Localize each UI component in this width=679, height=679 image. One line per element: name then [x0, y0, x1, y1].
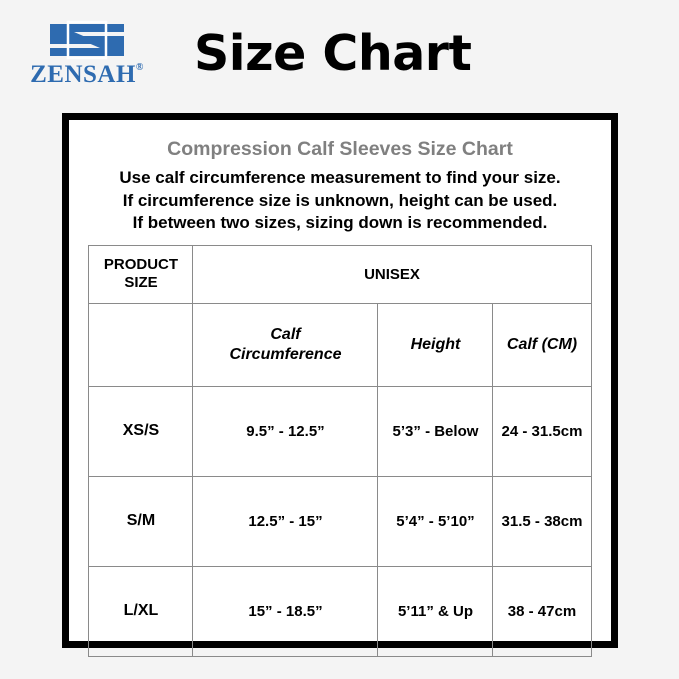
row-calf-circumference: 12.5” - 15”: [193, 476, 378, 566]
card-subtitle: Compression Calf Sleeves Size Chart: [167, 138, 513, 160]
row-size: S/M: [89, 476, 193, 566]
row-height: 5’11” & Up: [378, 566, 493, 656]
instruction-line-2: If circumference size is unknown, height can be used.: [122, 190, 558, 210]
header-product-size-line1: PRODUCT: [103, 256, 179, 274]
size-chart-table: [88, 245, 591, 657]
table-header-row: [89, 245, 591, 303]
page-title: Size Chart: [194, 24, 472, 82]
row-size: L/XL: [89, 566, 193, 656]
subheader-calf-line2: Circumference: [229, 345, 342, 363]
subheader-calf-line1: Calf: [270, 325, 301, 343]
table-subheader-row: [89, 303, 591, 386]
row-height: 5’4” - 5’10”: [378, 476, 493, 566]
row-size: XS/S: [89, 386, 193, 476]
table-row: [89, 386, 591, 476]
brand-text: ZENSAH: [30, 60, 136, 88]
z-monogram-icon: [44, 20, 130, 60]
table-row: [89, 476, 591, 566]
zensah-wordmark: [30, 62, 144, 87]
subheader-blank: [89, 303, 193, 386]
subheader-calf-circumference: [193, 303, 378, 386]
zensah-logo-mark: [44, 20, 130, 60]
row-calf-cm: 38 - 47cm: [493, 566, 591, 656]
registered-mark: ®: [135, 62, 144, 74]
instructions-block: [87, 167, 593, 235]
subheader-height: Height: [378, 303, 493, 386]
table-row: [89, 566, 591, 656]
row-height: 5’3” - Below: [378, 386, 493, 476]
row-calf-circumference: 9.5” - 12.5”: [193, 386, 378, 476]
zensah-logo: [28, 20, 146, 87]
row-calf-cm: 24 - 31.5cm: [493, 386, 591, 476]
row-calf-cm: 31.5 - 38cm: [493, 476, 591, 566]
header-product-size-line2: SIZE: [124, 274, 158, 292]
page-header: [0, 0, 679, 88]
instruction-line-3: If between two sizes, sizing down is recommended.: [132, 213, 548, 233]
header-unisex: UNISEX: [193, 245, 591, 303]
size-chart-card: [62, 113, 618, 648]
card-content: [69, 120, 611, 657]
subheader-calf-cm: Calf (CM): [493, 303, 591, 386]
row-calf-circumference: 15” - 18.5”: [193, 566, 378, 656]
instruction-line-1: Use calf circumference measurement to find your size.: [119, 168, 561, 187]
header-product-size: [89, 245, 193, 303]
